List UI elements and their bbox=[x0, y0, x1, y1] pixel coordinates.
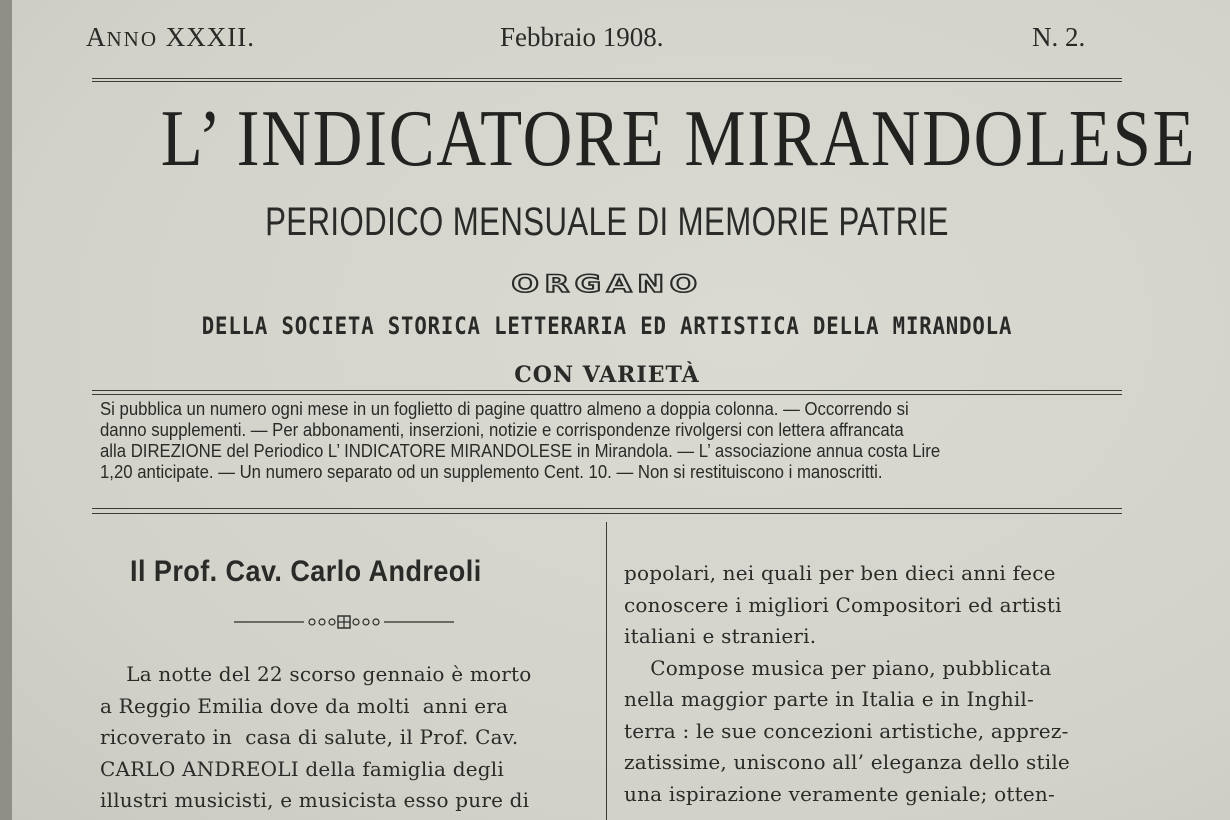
anno-number: XXXII. bbox=[158, 22, 255, 52]
anno-smallcaps: NNO bbox=[106, 27, 158, 51]
anno-prefix: A bbox=[86, 22, 107, 52]
notice-line: danno supplementi. — Per abbonamenti, inserzioni, notizie e corrispondenze rivolgersi con lettera affrancata bbox=[100, 420, 904, 440]
masthead-organo: ORGANO bbox=[511, 270, 703, 298]
masthead-con-varieta: CON VARIETÀ bbox=[514, 362, 700, 388]
masthead-title: L’ INDICATORE MIRANDOLESE bbox=[160, 95, 1197, 183]
text-line: conoscere i migliori Compositori ed artisti bbox=[624, 592, 1062, 617]
article-title: Il Prof. Cav. Carlo Andreoli bbox=[130, 555, 482, 588]
notice-rule-top-2 bbox=[92, 394, 1122, 395]
text-line: italiani e stranieri. bbox=[624, 624, 817, 648]
text-line: zatissime, uniscono all’ eleganza dello stile bbox=[624, 750, 1070, 774]
ornamental-divider-icon bbox=[234, 612, 454, 632]
notice-rule-bottom-1 bbox=[92, 508, 1122, 509]
text-line: Compose musica per piano, pubblicata bbox=[624, 655, 1052, 680]
notice-line: Si pubblica un numero ogni mese in un foglietto di pagine quattro almeno a doppia colonna. — Occorrendo si bbox=[100, 399, 909, 419]
text-line: a Reggio Emilia dove da molti anni era bbox=[100, 693, 509, 718]
notice-line: 1,20 anticipate. — Un numero separato od un supplemento Cent. 10. — Non si restituiscono i manoscritti. bbox=[100, 462, 883, 482]
notice-rule-bottom-2 bbox=[92, 513, 1122, 514]
issue-year bbox=[86, 22, 255, 53]
article-left-column bbox=[100, 659, 531, 817]
notice-line: alla DIREZIONE del Periodico L’ INDICATORE MIRANDOLESE in Mirandola. — L’ associazione annua costa Lire bbox=[100, 441, 941, 461]
issue-number: N. 2. bbox=[1032, 22, 1086, 52]
text-line: illustri musicisti, e musicista esso pure di bbox=[100, 788, 530, 812]
masthead-subtitle: PERIODICO MENSUALE DI MEMORIE PATRIE bbox=[265, 200, 949, 244]
notice-rule-top-1 bbox=[92, 390, 1122, 391]
text-line: nella maggior parte in Italia e in Inghil- bbox=[624, 687, 1034, 711]
top-rule-1 bbox=[92, 78, 1122, 79]
column-divider bbox=[606, 522, 607, 820]
text-line: CARLO ANDREOLI della famiglia degli bbox=[100, 756, 504, 781]
masthead-society: DELLA SOCIETA STORICA LETTERARIA ED ARTISTICA DELLA MIRANDOLA bbox=[201, 312, 1013, 340]
text-line: La notte del 22 scorso gennaio è morto bbox=[100, 662, 532, 686]
text-line: popolari, nei quali per ben dieci anni fece bbox=[624, 561, 1056, 585]
top-rule-2 bbox=[92, 81, 1122, 82]
text-line: terra : le sue concezioni artistiche, apprez- bbox=[624, 718, 1069, 743]
article-right-column bbox=[624, 558, 1070, 810]
text-line: ricoverato in casa di salute, il Prof. Cav. bbox=[100, 725, 519, 749]
subscription-notice bbox=[100, 399, 1039, 483]
newspaper-page bbox=[12, 0, 1230, 820]
text-line: una ispirazione veramente geniale; otten- bbox=[624, 781, 1055, 806]
issue-date: Febbraio 1908. bbox=[500, 22, 664, 52]
